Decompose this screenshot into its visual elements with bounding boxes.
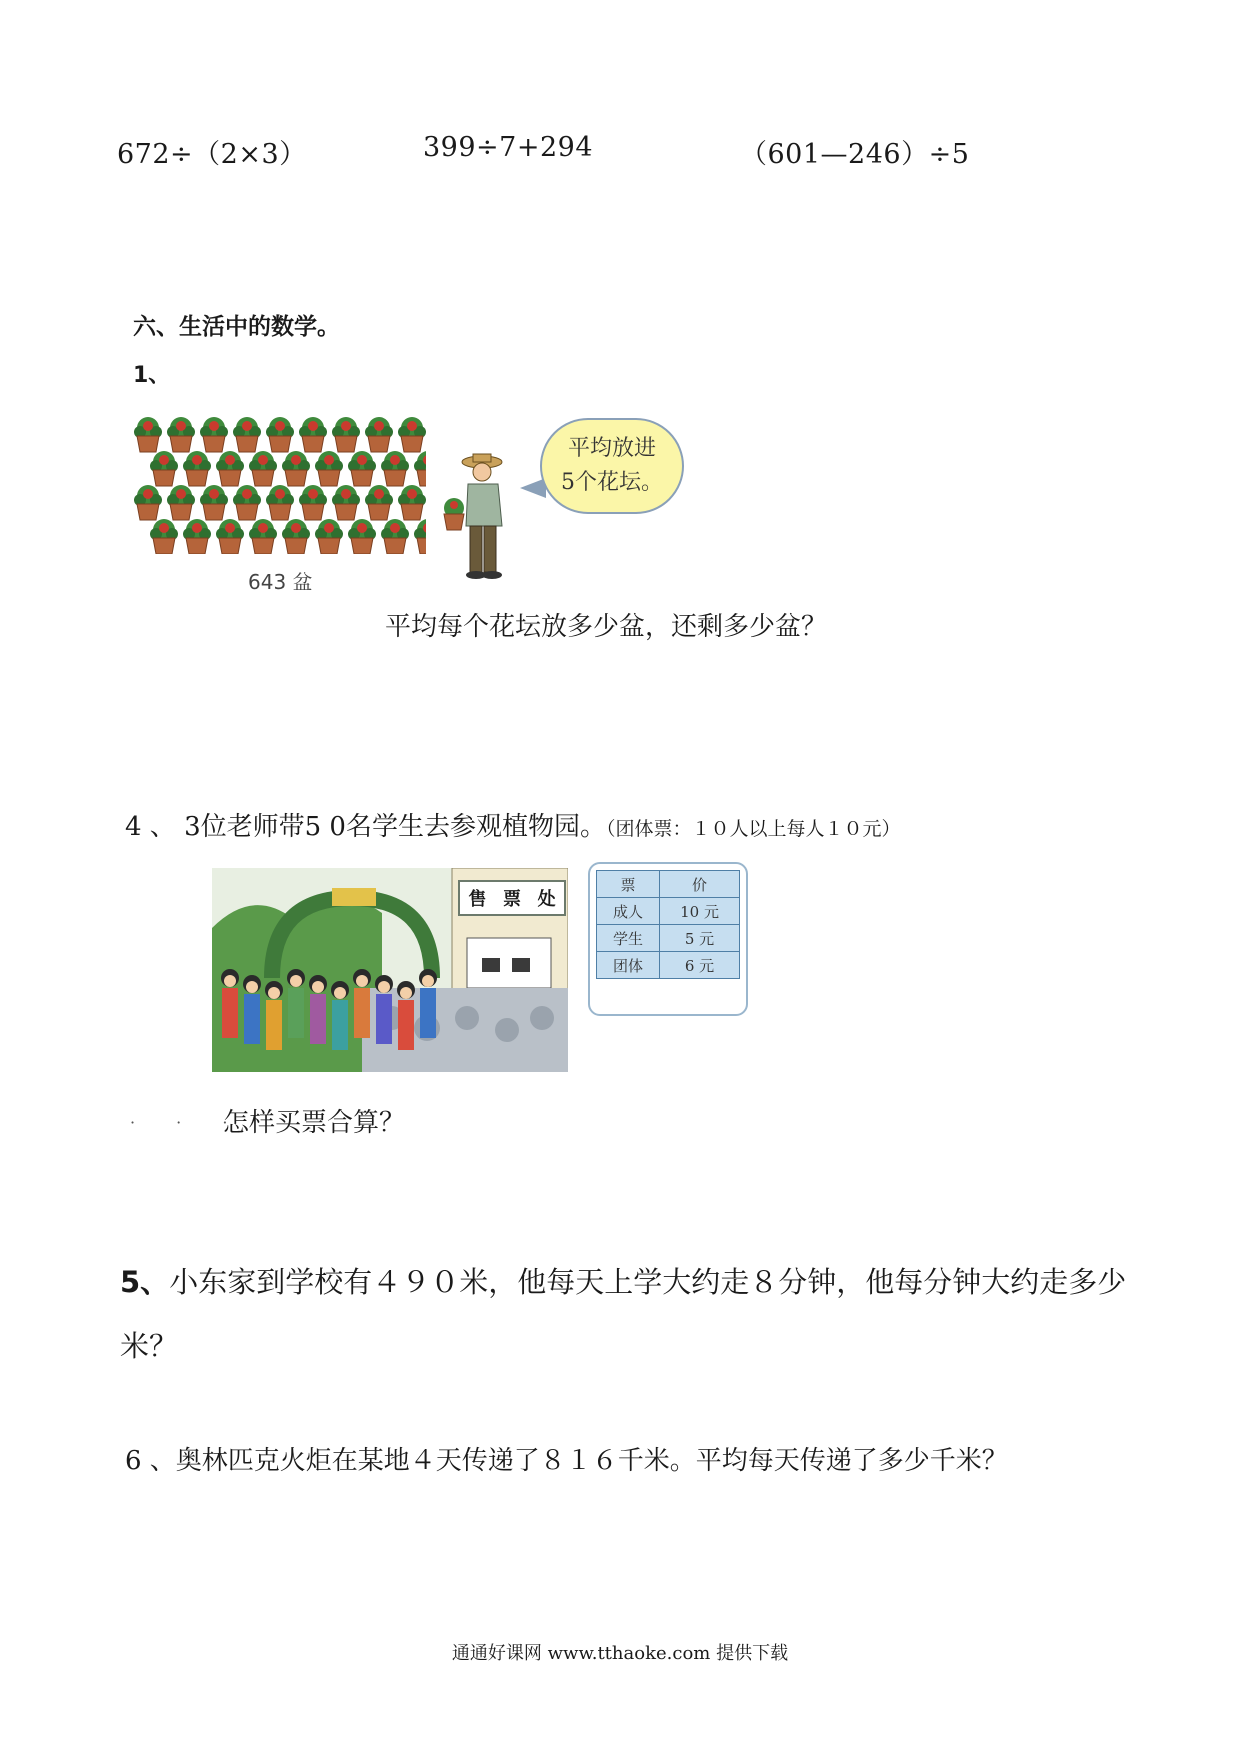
- student-figure: [221, 969, 239, 1038]
- sign-char-3: 处: [537, 889, 556, 910]
- student-figure: [375, 975, 393, 1044]
- expression-3: （601—246）÷5: [740, 139, 970, 170]
- q5-line-1: [120, 1260, 1126, 1301]
- flower-pot: [332, 417, 360, 452]
- q1-question: 平均每个花坛放多少盆，还剩多少盆？: [385, 612, 828, 642]
- flower-pot: [332, 485, 360, 520]
- student-figure: [243, 975, 261, 1044]
- q5-line-2: 米？: [120, 1329, 179, 1363]
- flower-pot: [398, 417, 426, 452]
- q4-text: 4 、 3位老师带5 0名学生去参观植物园。: [125, 812, 606, 842]
- speech-bubble: [540, 418, 684, 514]
- flower-pot: [134, 417, 162, 452]
- section-title: 六、生活中的数学。: [133, 314, 340, 340]
- price-header-1: 票: [597, 871, 660, 898]
- q4-line: [125, 806, 900, 843]
- decorative-dots: · · ·: [130, 1113, 246, 1132]
- price-value: 5 元: [660, 925, 740, 952]
- price-value: 6 元: [660, 952, 740, 979]
- price-label: 团体: [597, 952, 660, 979]
- flower-pot: [183, 519, 211, 554]
- flower-pot: [200, 417, 228, 452]
- flower-pot: [249, 451, 277, 486]
- flower-pot: [167, 417, 195, 452]
- q1-number: 1、: [133, 363, 171, 388]
- flower-pot: [200, 485, 228, 520]
- flower-pot: [299, 417, 327, 452]
- flower-pot: [365, 417, 393, 452]
- flower-pot: [348, 451, 376, 486]
- q4-note: （团体票：１０人以上每人１０元）: [605, 818, 901, 840]
- flower-pot: [348, 519, 376, 554]
- flower-pot: [315, 451, 343, 486]
- sign-char-2: 票: [502, 889, 521, 910]
- flower-pot: [414, 519, 426, 554]
- q5-text: 小东家到学校有４９０米，他每天上学大约走８分钟，他每分钟大约走多少: [169, 1265, 1127, 1299]
- flower-pot: [266, 417, 294, 452]
- price-value: 10 元: [660, 898, 740, 925]
- bubble-line-1: 平均放进: [567, 436, 656, 461]
- table-row: [597, 898, 740, 925]
- flower-pot: [249, 519, 277, 554]
- student-figure: [265, 981, 283, 1050]
- flower-pot: [282, 451, 310, 486]
- student-figure: [397, 981, 415, 1050]
- flower-pots-illustration: [132, 412, 426, 554]
- flower-pot: [266, 485, 294, 520]
- flower-pot: [233, 417, 261, 452]
- student-figure: [419, 969, 437, 1038]
- flower-pot: [150, 519, 178, 554]
- flower-pot: [365, 485, 393, 520]
- bubble-line-2: 5个花坛。: [561, 470, 663, 495]
- student-figure: [353, 969, 371, 1038]
- pots-count-label: 643 盆: [248, 570, 313, 594]
- student-figure: [309, 975, 327, 1044]
- q6-text: 6 、奥林匹克火炬在某地４天传递了８１６千米。平均每天传递了多少千米？: [125, 1446, 1008, 1476]
- flower-pot: [299, 485, 327, 520]
- expression-1: 672÷（2×3）: [117, 139, 307, 170]
- ticket-office-sign: [458, 880, 566, 916]
- flower-pot: [381, 519, 409, 554]
- flower-pot: [167, 485, 195, 520]
- price-label: 学生: [597, 925, 660, 952]
- student-figure: [287, 969, 305, 1038]
- flower-pot: [282, 519, 310, 554]
- price-table-card: [588, 862, 748, 1016]
- expression-2: 399÷7+294: [423, 132, 593, 163]
- price-header-2: 价: [660, 871, 740, 898]
- flower-pot: [398, 485, 426, 520]
- flower-pot: [134, 485, 162, 520]
- q5-number: 5、: [120, 1265, 170, 1299]
- flower-pots-drawing: [132, 412, 426, 554]
- student-figure: [331, 981, 349, 1050]
- flower-pot: [216, 519, 244, 554]
- flower-pot: [150, 451, 178, 486]
- flower-pot: [216, 451, 244, 486]
- gardener-illustration: [440, 450, 522, 582]
- table-row: [597, 952, 740, 979]
- footer-credit: 通通好课网 www.tthaoke.com 提供下载: [451, 1643, 789, 1664]
- flower-pot: [414, 451, 426, 486]
- flower-pot: [381, 451, 409, 486]
- flower-pot: [233, 485, 261, 520]
- price-table: [596, 870, 740, 979]
- flower-pot: [315, 519, 343, 554]
- price-label: 成人: [597, 898, 660, 925]
- flower-pot: [183, 451, 211, 486]
- sign-char-1: 售: [468, 889, 487, 910]
- table-row: [597, 925, 740, 952]
- q4-question: 怎样买票合算？: [223, 1108, 406, 1138]
